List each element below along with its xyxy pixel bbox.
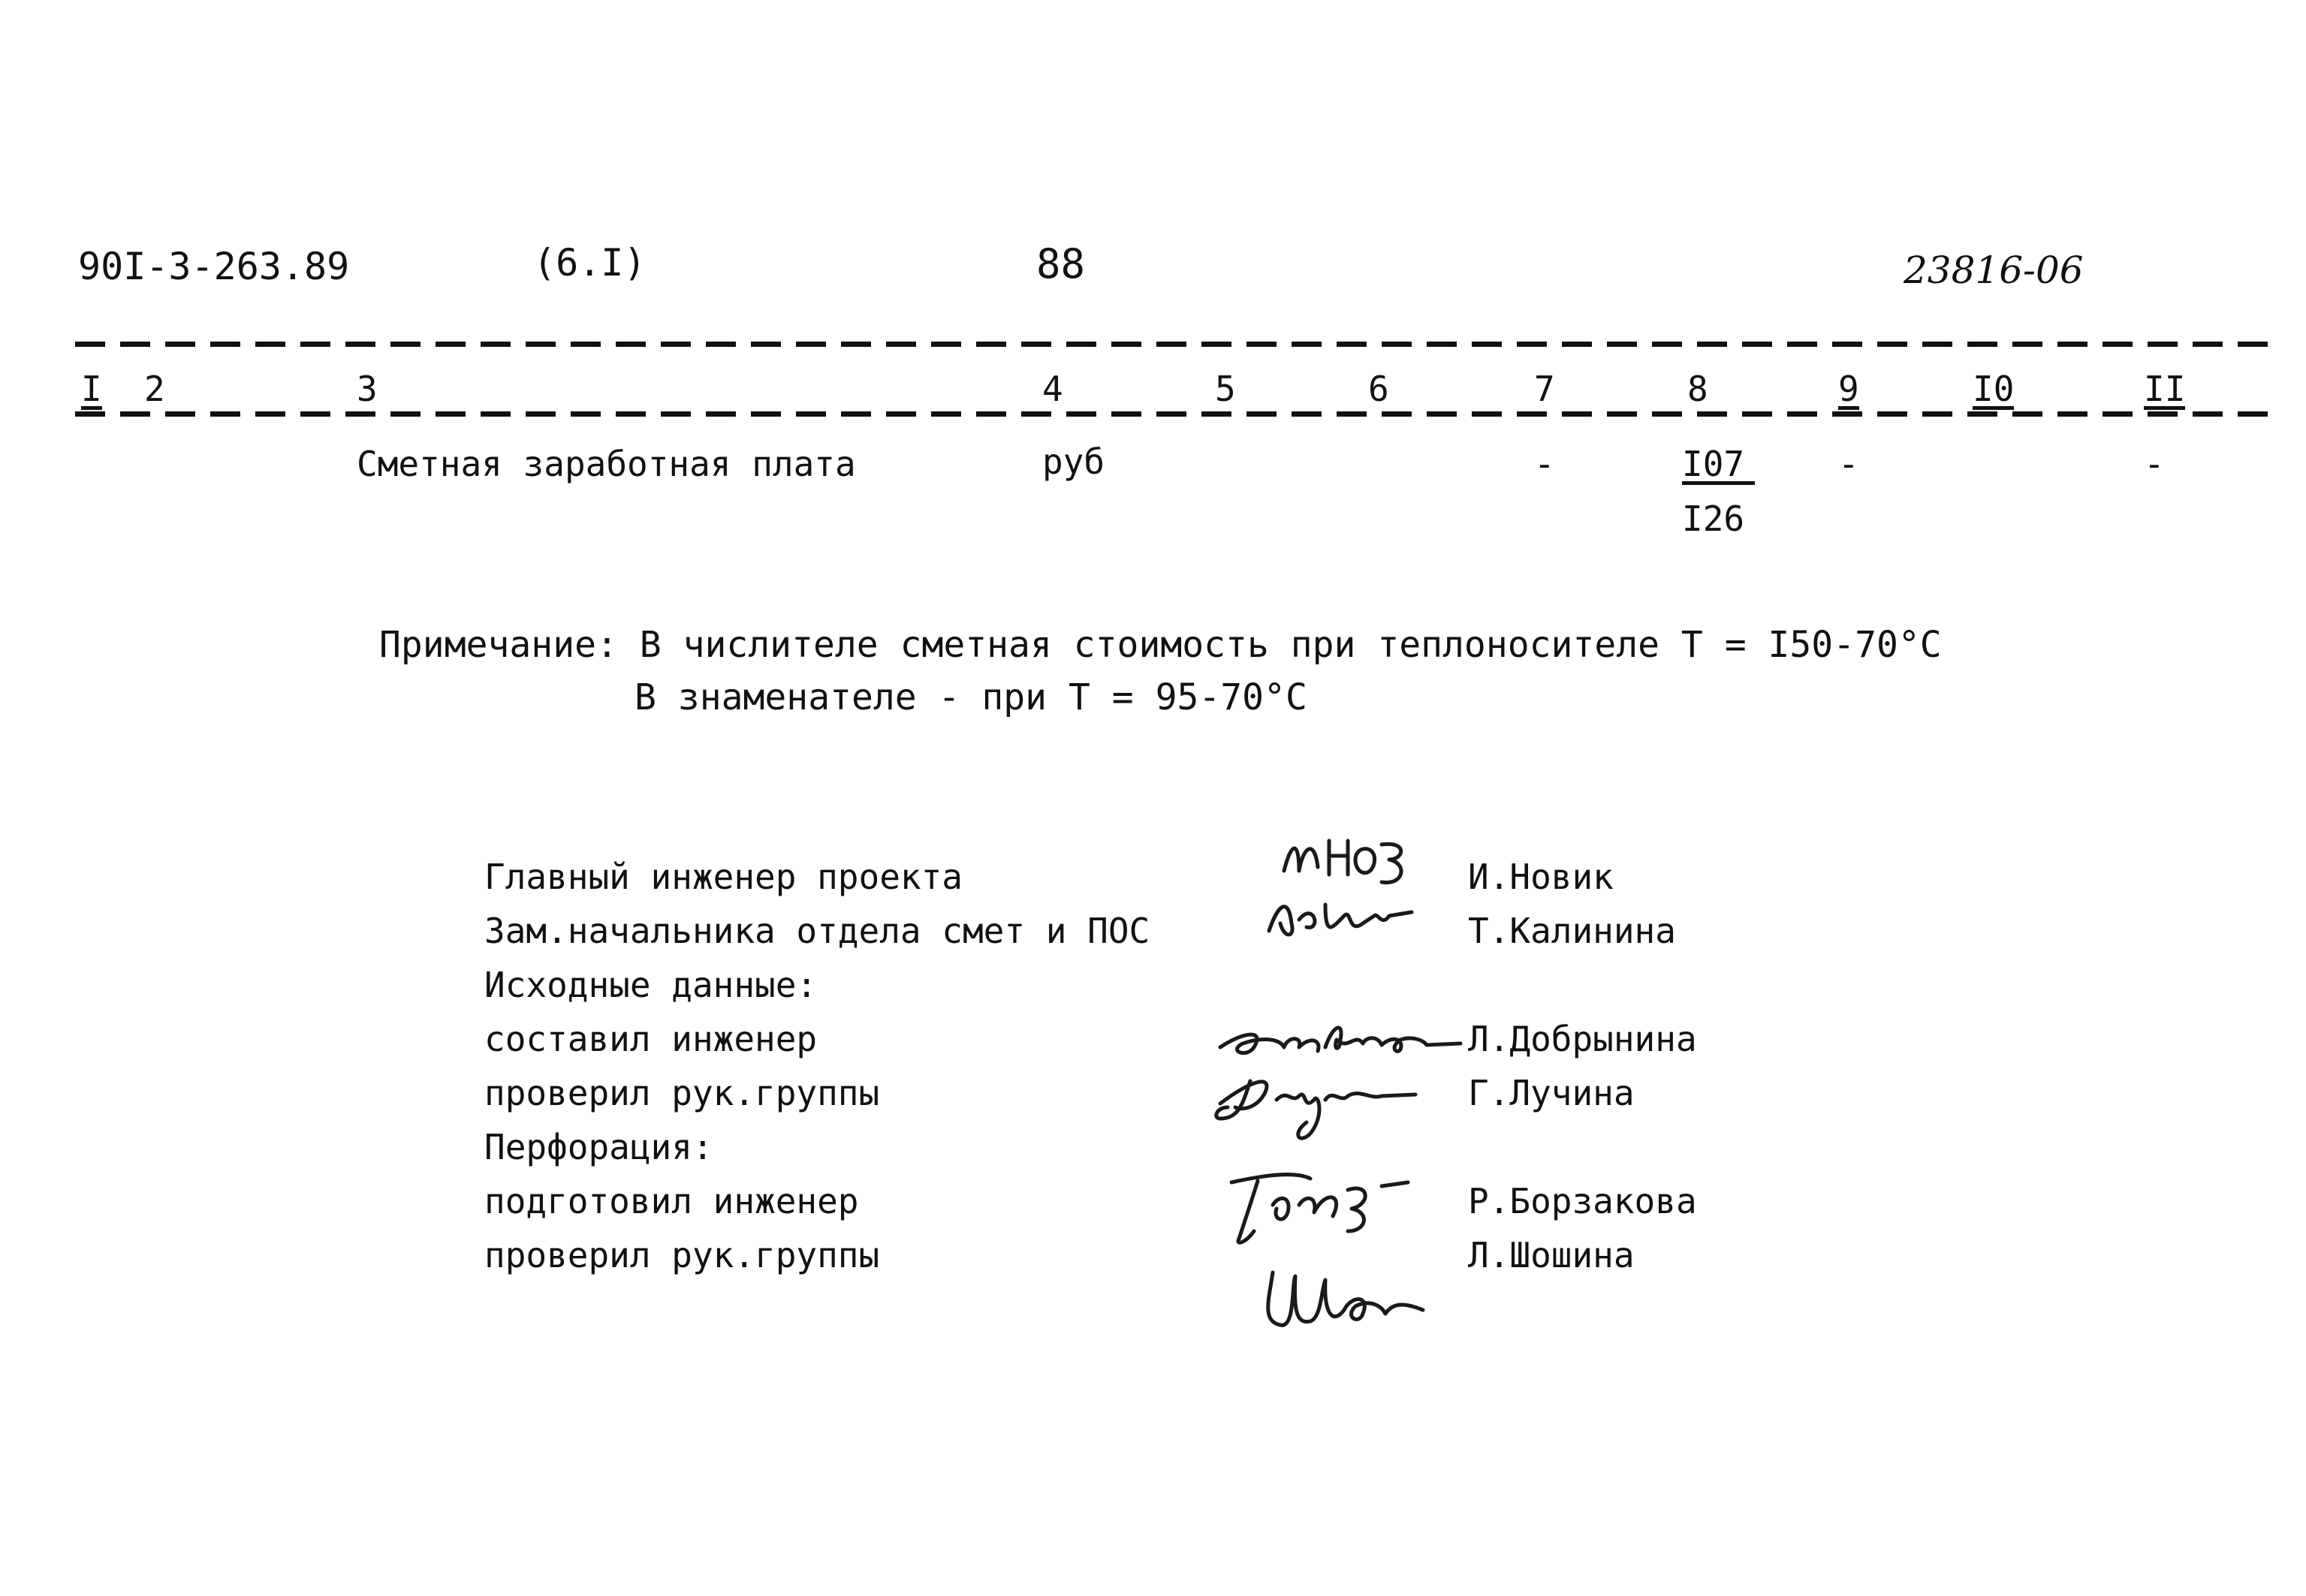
- role-perforation: Перфорация:: [484, 1127, 713, 1167]
- section-number: (6.I): [533, 241, 647, 285]
- signature-borzakova: [1220, 1160, 1430, 1250]
- role-compiled-engineer: составил инженер: [484, 1019, 818, 1059]
- signature-kalinina: [1262, 886, 1419, 946]
- row-col11: -: [2144, 444, 2165, 484]
- column-header-9: 9: [1838, 369, 1859, 409]
- column-header-10: I0: [1973, 369, 2015, 409]
- handwritten-archive-number: 23816-06: [1904, 248, 2084, 292]
- role-chief-engineer: Главный инженер проекта: [484, 857, 963, 897]
- document-code: 90I-3-263.89: [78, 245, 350, 288]
- role-source-data: Исходные данные:: [484, 965, 818, 1005]
- bottom-dashed-rule: [75, 411, 2275, 417]
- column-header-8: 8: [1687, 369, 1708, 409]
- row-col8-numerator: I07: [1682, 447, 1755, 485]
- role-prepared-engineer: подготовил инженер: [484, 1181, 859, 1221]
- column-header-11: II: [2144, 369, 2186, 409]
- row-col9: -: [1838, 444, 1859, 484]
- row-name: Сметная заработная плата: [357, 444, 856, 484]
- name-borzakova: Р.Борзакова: [1468, 1181, 1697, 1221]
- note-line-2: В знаменателе - при Т = 95-70°С: [635, 676, 1307, 718]
- name-shoshina: Л.Шошина: [1468, 1235, 1635, 1275]
- row-unit: руб: [1042, 441, 1105, 482]
- name-kalinina: Т.Калинина: [1468, 911, 1676, 951]
- column-header-1: I: [81, 369, 102, 409]
- column-header-4: 4: [1042, 369, 1063, 409]
- role-deputy-head: Зам.начальника отдела смет и ПОС: [484, 911, 1150, 951]
- row-col8-denominator: I26: [1682, 498, 1745, 539]
- name-novik: И.Новик: [1468, 857, 1614, 897]
- page-number: 88: [1036, 240, 1086, 288]
- column-header-7: 7: [1534, 369, 1555, 409]
- column-header-5: 5: [1215, 369, 1236, 409]
- column-header-6: 6: [1368, 369, 1389, 409]
- column-header-2: 2: [144, 369, 165, 409]
- signature-shoshina: [1250, 1254, 1430, 1344]
- signature-novik: [1277, 826, 1412, 893]
- top-dashed-rule: [75, 342, 2275, 347]
- name-luchina: Г.Лучина: [1468, 1073, 1635, 1113]
- signature-dobrynina: [1213, 1006, 1468, 1066]
- role-checked-group-head: проверил рук.группы: [484, 1073, 880, 1113]
- role-checked-group-head-2: проверил рук.группы: [484, 1235, 880, 1275]
- row-col7: -: [1534, 444, 1555, 484]
- column-header-3: 3: [357, 369, 378, 409]
- name-dobrynina: Л.Добрынина: [1468, 1019, 1697, 1059]
- signature-luchina: [1205, 1058, 1430, 1156]
- note-line-1: Примечание: В числителе сметная стоимость при теплоносителе Т = I50-70°С: [379, 624, 1942, 666]
